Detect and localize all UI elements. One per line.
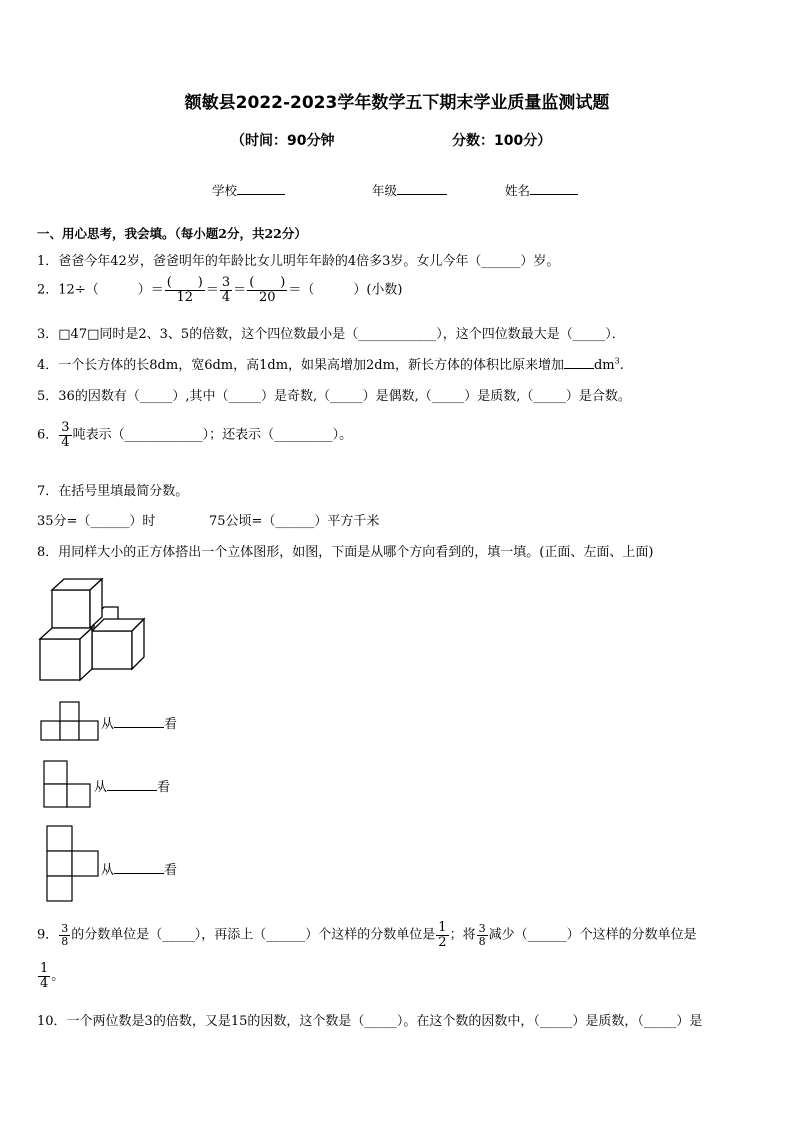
grade-field: [372, 181, 447, 199]
question-6: 6． $\frac{3}{4}$ 吨表示（____________）；还表示（_________）。: [37, 420, 353, 450]
view-figure-1: [40, 701, 102, 743]
fraction: $\frac{3}{8}$: [478, 922, 486, 948]
question-2: 2．12÷（ ）＝ $\frac{( )}{12}$ ＝ $\frac{3}{4}$ ＝ $\frac{( )}{20}$ ＝（ ）(小数): [37, 275, 403, 305]
question-7-stem: 7．在括号里填最简分数。: [37, 484, 189, 499]
view-answer-3: 从 看: [101, 863, 178, 878]
question-9: 9． $\frac{3}{8}$ 的分数单位是（_____），再添上（______）个这样的分数单位是 $\frac{1}{2}$ ；将 $\frac{3}{8}$ 减少（______）个这样的分数单位是: [37, 920, 697, 950]
exam-score: 分数：100分）: [452, 133, 552, 149]
school-label: 学校: [212, 183, 238, 198]
fraction: $\frac{3}{8}$: [61, 922, 69, 948]
school-field: [212, 181, 285, 199]
fraction: $\frac{3}{4}$: [221, 275, 231, 305]
name-field: [505, 181, 578, 199]
view-answer-1: 从 看: [101, 717, 178, 732]
question-7-b: 75公顷=（______）平方千米: [209, 514, 380, 529]
question-1: 1．爸爸今年42岁，爸爸明年的年龄比女儿明年年龄的4倍多3岁。女儿今年（______）岁。: [37, 254, 560, 269]
question-10: 10．一个两位数是3的倍数，又是15的因数，这个数是（_____）。在这个数的因数中，（_____）是质数，（_____）是: [37, 1014, 703, 1029]
question-3: 3．□47□同时是2、3、5的倍数，这个四位数最小是（____________），这个四位数最大是（_____）．: [37, 327, 625, 342]
view-answer-2: 从 看: [94, 780, 171, 795]
question-5: 5．36的因数有（_____）,其中（_____）是奇数,（_____）是偶数,（_____）是质数,（_____）是合数。: [37, 389, 631, 404]
question-9-end: $\frac{1}{4}$ 。: [40, 961, 65, 991]
view-figure-2: [43, 760, 93, 810]
page-title: 额敏县2022-2023学年数学五下期末学业质量监测试题: [184, 93, 610, 113]
view-figure-3: [46, 825, 106, 903]
fraction: $\frac{1}{4}$: [40, 961, 49, 991]
question-4: 4．一个长方体的长8dm，宽6dm，高1dm，如果高增加2dm，新长方体的体积比原来增加 $dm^3$.: [37, 356, 624, 373]
section-heading: 一、用心思考，我会填。（每小题2分，共22分）: [37, 226, 307, 241]
fraction: $\frac{( )}{20}$: [249, 275, 286, 305]
fraction: $\frac{1}{2}$: [438, 920, 447, 950]
question-7-a: 35分=（______）时: [37, 514, 156, 529]
fraction: $\frac{( )}{12}$: [166, 275, 203, 305]
name-label: 姓名: [505, 183, 531, 198]
cube-figure: [38, 575, 168, 685]
question-8-stem: 8．用同样大小的正方体搭出一个立体图形，如图，下面是从哪个方向看到的，填一填。(正面、左面、上面): [37, 545, 654, 560]
exam-time: （时间：90分钟: [231, 133, 335, 149]
fraction: $\frac{3}{4}$: [61, 420, 70, 450]
grade-label: 年级: [372, 183, 398, 198]
